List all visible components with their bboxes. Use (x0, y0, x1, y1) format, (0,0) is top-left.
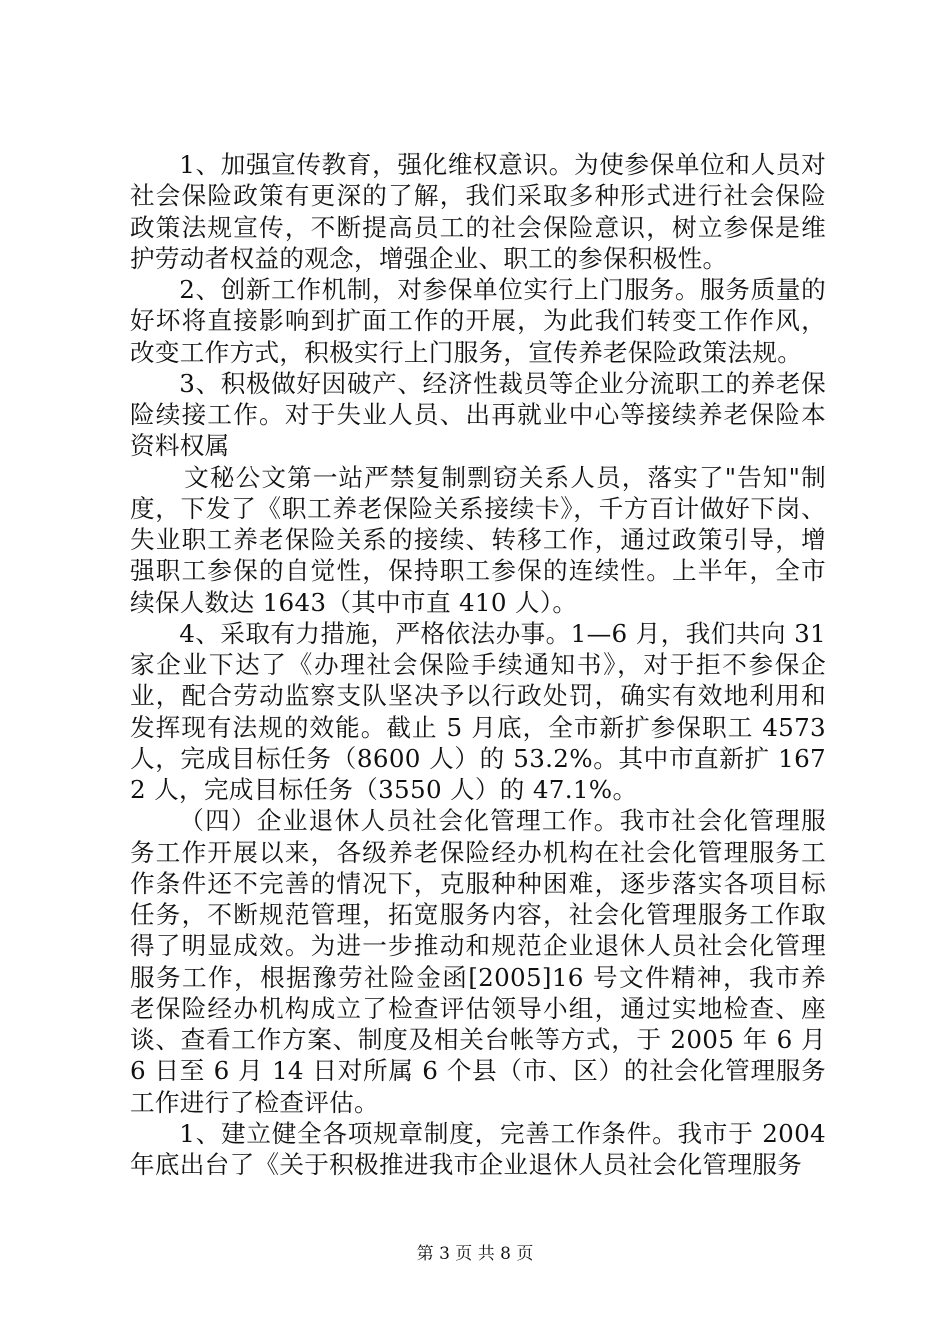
paragraph-4: 文秘公文第一站严禁复制剽窃关系人员，落实了"告知"制度，下发了《职工养老保险关系接续卡》，千方百计做好下岗、失业职工养老保险关系的接续、转移工作，通过政策引导，增强职工参保的自觉性，保持职工参保的连续性。上半年，全市续保人数达 1643（其中市直 410 人）。 (130, 462, 826, 617)
paragraph-6: （四）企业退休人员社会化管理工作。我市社会化管理服务工作开展以来，各级养老保险经办机构在社会化管理服务工作条件还不完善的情况下，克服种种困难，逐步落实各项目标任务，不断规范管理，拓宽服务内容，社会化管理服务工作取得了明显成效。为进一步推动和规范企业退休人员社会化管理服务工作，根据豫劳社险金函[2005]16 号文件精神，我市养老保险经办机构成立了检查评估领导小组，通过实地检查、座谈、查看工作方案、制度及相关台帐等方式，于 2005 年 6 月 6 日至 6 月 14 日对所属 6 个县（市、区）的社会化管理服务工作进行了检查评估。 (130, 806, 835, 1117)
paragraph-7: 1、建立健全各项规章制度，完善工作条件。我市于 2004 年底出台了《关于积极推进我市企业退休人员社会化管理服务 (130, 1118, 835, 1179)
document-body (130, 149, 835, 1180)
page-number-label: 第 3 页 共 8 页 (416, 1244, 534, 1264)
paragraph-5: 4、采取有力措施，严格依法办事。1—6 月，我们共向 31 家企业下达了《办理社会保险手续通知书》，对于拒不参保企业，配合劳动监察支队坚决予以行政处罚，确实有效地利用和发挥现有法规的效能。截止 5 月底，全市新扩参保职工 4573 人，完成目标任务（8600 人）的 53.2%。其中市直新扩 1672 人，完成目标任务（3550 人）的 47.1%。 (130, 618, 835, 804)
paragraph-2: 2、创新工作机制，对参保单位实行上门服务。服务质量的好坏将直接影响到扩面工作的开展，为此我们转变工作作风，改变工作方式，积极实行上门服务，宣传养老保险政策法规。 (130, 275, 826, 367)
paragraph-3: 3、积极做好因破产、经济性裁员等企业分流职工的养老保险续接工作。对于失业人员、出再就业中心等接续养老保险本资料权属 (130, 368, 826, 461)
paragraph-1: 1、加强宣传教育，强化维权意识。为使参保单位和人员对社会保险政策有更深的了解，我们采取多种形式进行社会保险政策法规宣传，不断提高员工的社会保险意识，树立参保是维护劳动者权益的观念，增强企业、职工的参保积极性。 (130, 150, 826, 273)
page-footer (0, 1243, 950, 1265)
